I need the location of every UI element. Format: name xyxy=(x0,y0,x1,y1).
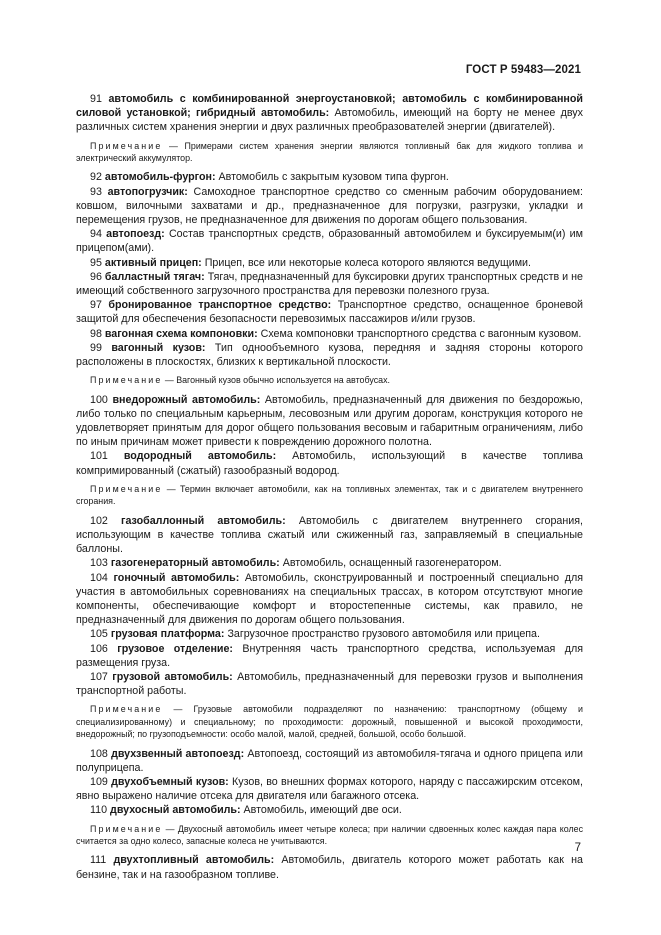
term-number: 108 xyxy=(90,747,108,760)
note xyxy=(76,703,583,740)
term-definition: Автомобиль, оснащенный газогенератором. xyxy=(282,557,502,570)
note-label: Примечание xyxy=(90,704,163,715)
term-number: 92 xyxy=(90,171,102,184)
page-number: 7 xyxy=(574,842,581,854)
term-title: двухосный автомобиль: xyxy=(110,804,241,817)
term-entry xyxy=(76,170,583,184)
term-definition: Автомобиль с закрытым кузовом типа фургон. xyxy=(218,171,449,184)
term-title: внедорожный автомобиль: xyxy=(112,393,261,406)
note-text: Термин включает автомобили, как на топливных элементах, так и с двигателем внутреннего сгорания. xyxy=(76,483,583,507)
term-definition: Автомобиль, предназначенный для движения по бездорожью, либо только по специальным карьерным, лесовозным или другим дорогам, конструкция которого не удовлетворяет принятым для дорог общего пользования весовым и габаритным ограничениям, либо по иным причинам может привести к повреждению дорожного полотна. xyxy=(76,393,583,449)
term-entry xyxy=(76,341,583,369)
note xyxy=(76,140,583,165)
term-definition: Автомобиль, предназначенный для перевозки грузов и выполнения транспортной работы. xyxy=(76,670,583,698)
note-text: Примерами систем хранения энергии являются топливный бак для жидкого топлива и электрический аккумулятор. xyxy=(76,140,583,164)
term-number: 91 xyxy=(90,93,102,105)
term-definition: Транспортное средство, оснащенное броневой защитой для обеспечения безопасности перевозимых пассажиров и/или грузов. xyxy=(76,299,583,326)
term-title: грузовой автомобиль: xyxy=(112,670,233,683)
term-title: автопогрузчик: xyxy=(107,185,188,198)
term-entry xyxy=(76,227,583,255)
term-number: 103 xyxy=(90,557,108,570)
term-entry xyxy=(76,92,583,135)
term-entry xyxy=(76,775,583,803)
term-entry xyxy=(76,270,583,298)
term-definition: Автомобиль, имеющий две оси. xyxy=(243,804,402,817)
term-entry xyxy=(76,670,583,698)
note-separator: — xyxy=(162,375,177,386)
term-entry xyxy=(76,393,583,450)
note-separator: — xyxy=(162,140,185,151)
term-number: 98 xyxy=(90,327,102,340)
term-definition: Прицеп, все или некоторые колеса которого являются ведущими. xyxy=(204,256,531,269)
term-entry xyxy=(76,571,583,628)
term-definition: Загрузочное пространство грузового автомобиля или прицепа. xyxy=(227,628,540,641)
term-number: 104 xyxy=(90,571,108,584)
term-number: 97 xyxy=(90,299,102,312)
note-text: Двухосный автомобиль имеет четыре колеса; при наличии сдвоенных колес каждая пара колес считается за одно колесо, запасные колеса не учитываются. xyxy=(76,823,584,846)
term-entry xyxy=(76,627,583,641)
term-number: 109 xyxy=(90,775,108,788)
term-number: 100 xyxy=(90,393,108,406)
term-number: 93 xyxy=(90,185,102,198)
term-title: автомобиль с комбинированной энергоустановкой; автомобиль с комбинированной силовой установкой; гибридный автомобиль: xyxy=(76,93,583,120)
term-definition: Автомобиль, двигатель которого может работать как на бензине, так и на газообразном топливе. xyxy=(76,854,583,881)
term-definition: Внутренняя часть транспортного средства, используемая для размещения груза. xyxy=(76,642,583,669)
term-definition: Автопоезд, состоящий из автомобиля-тягача и одного прицепа или полуприцепа. xyxy=(76,747,583,774)
note xyxy=(76,374,583,386)
term-definition: Кузов, во внешних формах которого, наряду с пассажирским отсеком, явно выражено наличие отсека для двигателя или багажного отсека. xyxy=(76,775,583,803)
term-definition: Схема компоновки транспортного средства с вагонным кузовом. xyxy=(260,327,582,340)
term-number: 96 xyxy=(90,270,102,283)
term-entry xyxy=(76,803,583,817)
note-text: Грузовые автомобили подразделяют по назначению: транспортному (общему и специализированному) и специальному; по проходимости: дорожный, повышенной и высокой проходимости, внедорожный; по грузоподъемности: особо малой, малой, средней, большой, особо большой. xyxy=(76,704,583,740)
term-definition: Тягач, предназначенный для буксировки других транспортных средств и не имеющий собственного загрузочного пространства для перевозки полезного груза. xyxy=(76,270,583,298)
term-definition: Автомобиль, использующий в качестве топлива компримированный (сжатый) газообразный водород. xyxy=(76,450,583,477)
term-definition: Автомобиль, сконструированный и построенный специально для участия в автомобильных соревнованиях на специальных трассах, в котором отсутствуют многие компоненты, обеспечивающие комфорт и второстепенные системы, как правило, не предназначенный для движения по дорогам общего пользования. xyxy=(76,571,583,627)
term-number: 105 xyxy=(90,628,108,641)
term-definition: Тип однообъемного кузова, передняя и задняя стороны которого расположены в плоскостях, близких к вертикальной плоскости. xyxy=(76,341,583,369)
term-number: 111 xyxy=(90,854,107,867)
note xyxy=(76,823,583,848)
term-number: 94 xyxy=(90,228,102,241)
term-entry xyxy=(76,853,583,881)
term-title: балластный тягач: xyxy=(104,270,205,283)
term-definition: Автомобиль с двигателем внутреннего сгорания, использующим в качестве топлива сжатый или сжиженный газ, заправляемый в специальные баллоны. xyxy=(76,514,583,556)
term-title: грузовая платформа: xyxy=(110,628,225,641)
term-number: 101 xyxy=(90,450,108,463)
term-title: автомобиль-фургон: xyxy=(104,171,216,184)
term-title: двухзвенный автопоезд: xyxy=(111,747,245,760)
term-entry xyxy=(76,185,583,228)
term-number: 110 xyxy=(90,804,108,817)
term-entry xyxy=(76,327,583,341)
term-title: газобаллонный автомобиль: xyxy=(121,514,286,527)
term-title: грузовое отделение: xyxy=(117,642,233,655)
term-title: двухтопливный автомобиль: xyxy=(113,854,275,867)
note-label: Примечание xyxy=(90,483,163,494)
term-title: двухобъемный кузов: xyxy=(111,775,229,788)
term-title: автопоезд: xyxy=(106,228,165,241)
note-separator: — xyxy=(162,483,180,494)
note-text: Вагонный кузов обычно используется на автобусах. xyxy=(176,375,390,386)
term-title: газогенераторный автомобиль: xyxy=(110,557,280,570)
note-label: Примечание xyxy=(90,823,163,834)
term-title: вагонная схема компоновки: xyxy=(104,327,258,340)
term-entry xyxy=(76,556,583,570)
term-entry xyxy=(76,747,583,775)
term-entry xyxy=(76,449,583,477)
term-definition: Автомобиль, имеющий на борту не менее двух различных систем хранения энергии и двух различных преобразователей энергии (двигателей). xyxy=(76,107,583,134)
term-entry xyxy=(76,642,583,670)
term-entry xyxy=(76,256,583,270)
term-title: гоночный автомобиль: xyxy=(113,571,240,584)
term-definition: Состав транспортных средств, образованный автомобилем и буксируемым(и) им прицепом(ами). xyxy=(76,228,583,255)
note-label: Примечание xyxy=(90,375,163,386)
term-entry xyxy=(76,514,583,557)
term-title: водородный автомобиль: xyxy=(123,450,277,463)
note xyxy=(76,483,583,508)
note-separator: — xyxy=(162,704,194,715)
term-title: активный прицеп: xyxy=(104,256,202,269)
term-entry xyxy=(76,298,583,326)
note-separator: — xyxy=(162,823,178,834)
term-definition: Самоходное транспортное средство со сменным рабочим оборудованием: ковшом, вилочными захватами и др., предназначенное для погрузки, разгрузки, укладки и перемещения грузов, не предназначенное для движения по дорогам общего пользования. xyxy=(76,185,583,227)
term-title: бронированное транспортное средство: xyxy=(108,299,332,312)
document-body xyxy=(76,92,583,882)
term-title: вагонный кузов: xyxy=(111,341,206,354)
term-number: 99 xyxy=(90,341,102,354)
term-number: 107 xyxy=(90,670,108,683)
term-number: 106 xyxy=(90,642,108,655)
term-number: 95 xyxy=(90,256,102,269)
term-number: 102 xyxy=(90,514,108,527)
standard-header: ГОСТ Р 59483—2021 xyxy=(465,64,581,76)
note-label: Примечание xyxy=(90,140,163,151)
